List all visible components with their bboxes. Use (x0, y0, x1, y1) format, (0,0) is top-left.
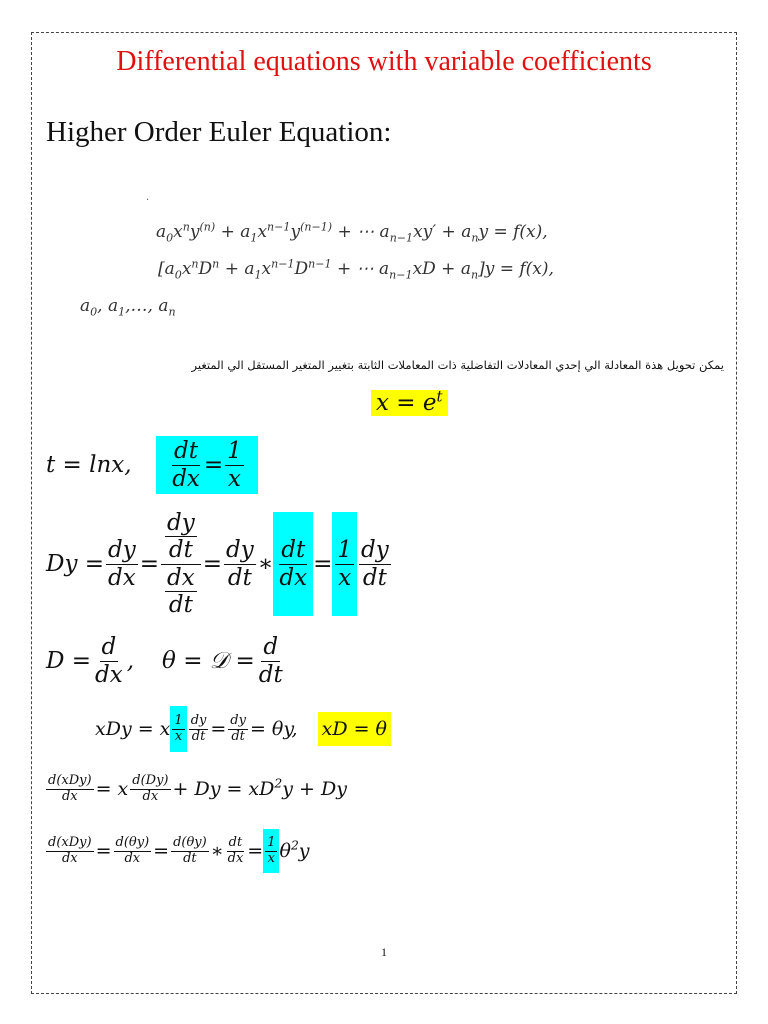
page-title: Differential equations with variable coefficients (116, 46, 652, 77)
page-number: 1 (381, 945, 387, 959)
arabic-paragraph: يمكن تحويل هذة المعادلة الي إحدي المعادلات التفاضلية ذات المعاملات الثابتة بتغيير المتغير المستقل الي المتغير (191, 358, 724, 372)
operator-equation: [$a_0x^nD^n + a_1x^{n-1}D^{n-1}$ + ⋯ $a_{n-1}xD + a_n]y = f(x)$, (158, 257, 554, 282)
operator-definitions: D = $\frac{d}{dx}$ , θ = 𝒟 = $\frac{d}{dt}$ (46, 634, 283, 688)
substitution-equation: $x = e^t$ (371, 390, 448, 416)
section-heading: Higher Order Euler Equation: (46, 116, 392, 148)
coefficient-list: $a_0$, $a_1,\dots$, $a_n$ (80, 296, 176, 319)
dy-chain-rule: Dy = $\frac{dy}{dx}$ = $\frac{\frac{dy}{dt}}{\frac{dx}{dt}}$ = $\frac{dy}{dt}$ ∗ $\frac{dt}{dx}$ = $\frac{1}{x}$ $\frac{dy}{dt}$ (46, 509, 389, 618)
stray-dot: . (146, 192, 150, 203)
second-derivative-equation: $\frac{\text{d(xDy)}}{dx}$ = x $\frac{d(Dy)}{dx}$ + $Dy = xD^2y + Dy$ (48, 772, 347, 804)
xdy-equation: xDy = x $\frac{1}{x}$ $\frac{dy}{dt}$ = $\frac{dy}{dt}$ = θy, xD = θ (95, 706, 391, 752)
euler-equation: $a_0x^ny^{(n)} + a_1x^{n-1}y^{(n-1)}$ + ⋯ $a_{n-1}xy' + a_ny = f(x)$, (156, 220, 548, 245)
theta-squared-equation: $\frac{\text{d(xDy)}}{dx}$ = $\frac{d(\theta y)}{dx}$ = $\frac{d(\theta y)}{dt}$ ∗ $\frac{dt}{dx}$ = $\frac{1}{x}$ $\theta^2y$ (44, 826, 310, 876)
dtdx-equation: $\frac{dt}{dx}$ = $\frac{1}{x}$ (156, 436, 258, 494)
t-definition: t = lnx, (46, 452, 132, 478)
